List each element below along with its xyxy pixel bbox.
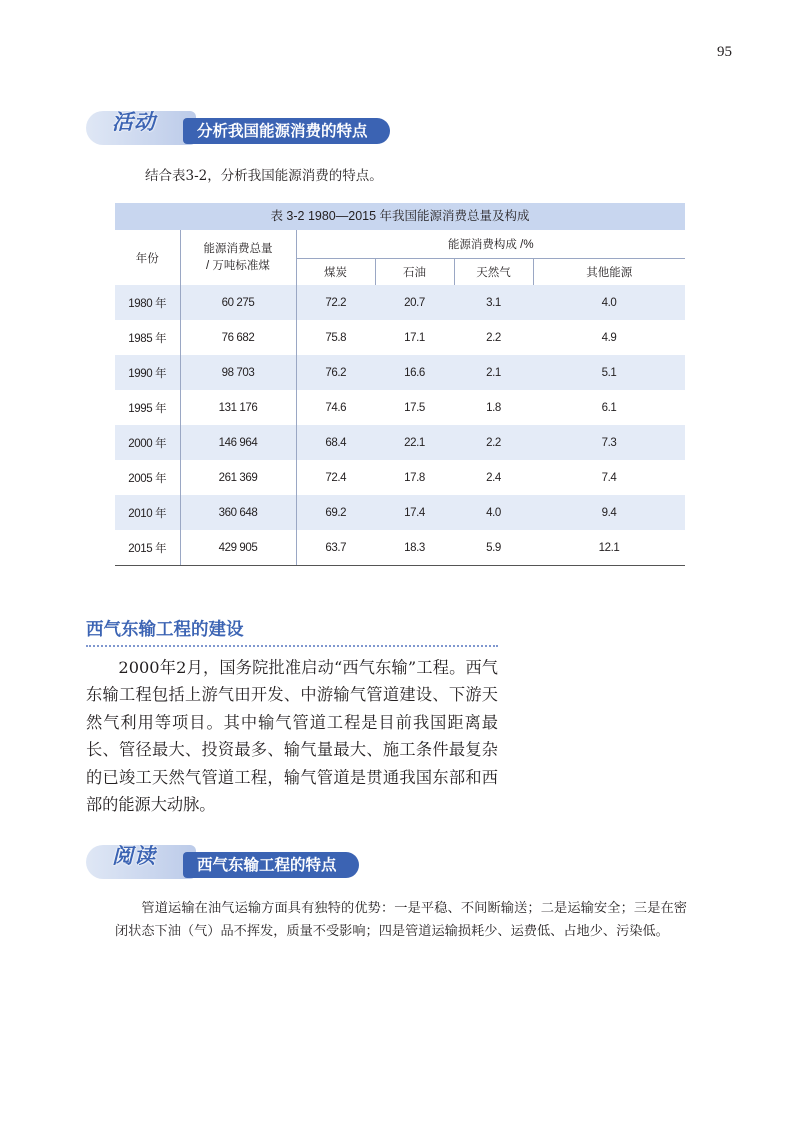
cell-year: 1995 年 (115, 390, 180, 425)
cell-oil: 17.1 (404, 331, 425, 344)
table-row (115, 425, 685, 460)
cell-coal: 76.2 (296, 355, 375, 390)
cell-gas: 2.4 (486, 471, 501, 484)
cell-oil: 17.5 (404, 401, 425, 414)
cell-year: 2000 年 (115, 425, 180, 460)
page-number: 95 (717, 44, 732, 60)
cell-gas: 2.1 (454, 355, 533, 390)
cell-gas: 5.9 (454, 530, 533, 566)
header-other: 其他能源 (586, 267, 633, 279)
activity-title: 分析我国能源消费的特点 (183, 118, 390, 144)
cell-total: 146 964 (180, 425, 296, 460)
cell-oil: 18.3 (375, 530, 454, 566)
activity-banner (86, 111, 392, 145)
cell-other: 9.4 (533, 495, 685, 530)
section-divider (86, 645, 498, 647)
cell-other: 6.1 (601, 401, 617, 414)
header-total-line2: / 万吨标准煤 (206, 259, 270, 272)
activity-intro: 结合表3-2，分析我国能源消费的特点。 (145, 168, 383, 184)
table-caption: 表 3-2 1980—2015 年我国能源消费总量及构成 (115, 203, 685, 230)
table-row (115, 495, 685, 530)
cell-other: 7.3 (533, 425, 685, 460)
cell-other: 4.0 (533, 285, 685, 320)
header-total-line1: 能源消费总量 (203, 242, 273, 255)
header-total (180, 230, 296, 285)
cell-year: 1990 年 (115, 355, 180, 390)
table-row (115, 390, 685, 425)
cell-total: 261 369 (180, 460, 296, 495)
cell-year: 2005 年 (115, 460, 180, 495)
cell-total: 76 682 (180, 320, 296, 355)
header-coal: 煤炭 (296, 259, 375, 286)
energy-table (115, 203, 685, 566)
cell-other: 7.4 (601, 471, 617, 484)
cell-coal: 75.8 (325, 331, 347, 344)
table-row (115, 530, 685, 566)
header-oil: 石油 (375, 259, 454, 286)
cell-oil: 22.1 (375, 425, 454, 460)
cell-gas: 3.1 (454, 285, 533, 320)
energy-consumption-table (115, 230, 685, 566)
table-row (115, 285, 685, 320)
cell-year: 2010 年 (115, 495, 180, 530)
cell-coal: 74.6 (325, 401, 347, 414)
cell-gas: 2.2 (454, 425, 533, 460)
header-gas: 天然气 (454, 259, 533, 286)
cell-coal: 69.2 (296, 495, 375, 530)
section-title: 西气东输工程的建设 (86, 620, 244, 640)
reading-title: 西气东输工程的特点 (183, 852, 359, 878)
table-row (115, 320, 685, 355)
activity-tag: 活动 (112, 110, 156, 134)
table-row (115, 460, 685, 495)
header-year: 年份 (115, 230, 180, 285)
cell-oil: 16.6 (375, 355, 454, 390)
cell-coal: 63.7 (296, 530, 375, 566)
cell-oil: 17.4 (375, 495, 454, 530)
section-body: 2000年2月，国务院批准启动“西气东输”工程。西气东输工程包括上游气田开发、中游输气管道建设、下游天然气利用等项目。其中输气管道工程是目前我国距离最长、管径最大、投资最多、输气量最大、施工条件最复杂的已竣工天然气管道工程，输气管道是贯通我国东部和西部的能源大动脉。 (86, 658, 498, 815)
cell-coal: 68.4 (296, 425, 375, 460)
cell-year: 1985 年 (115, 320, 180, 355)
cell-total: 98 703 (180, 355, 296, 390)
reading-banner (86, 845, 358, 879)
cell-other: 12.1 (533, 530, 685, 566)
cell-year: 1980 年 (115, 285, 180, 320)
cell-gas: 2.2 (486, 331, 501, 344)
reading-tag: 阅读 (112, 844, 156, 868)
cell-coal: 72.2 (296, 285, 375, 320)
cell-gas: 1.8 (486, 401, 501, 414)
header-structure: 能源消费构成 /% (296, 230, 685, 259)
cell-coal: 72.4 (325, 471, 347, 484)
cell-other: 4.9 (601, 331, 617, 344)
cell-total: 60 275 (180, 285, 296, 320)
cell-total: 360 648 (180, 495, 296, 530)
cell-gas: 4.0 (454, 495, 533, 530)
cell-total: 131 176 (180, 390, 296, 425)
reading-text: 管道运输在油气运输方面具有独特的优势：一是平稳、不间断输送；二是运输安全；三是在密闭状态下油（气）品不挥发，质量不受影响；四是管道运输损耗少、运费低、占地少、污染低。 (115, 901, 687, 939)
table-row (115, 355, 685, 390)
cell-total: 429 905 (180, 530, 296, 566)
cell-oil: 17.8 (404, 471, 425, 484)
cell-other: 5.1 (533, 355, 685, 390)
table-body (115, 285, 685, 566)
cell-year: 2015 年 (115, 530, 180, 566)
cell-oil: 20.7 (375, 285, 454, 320)
